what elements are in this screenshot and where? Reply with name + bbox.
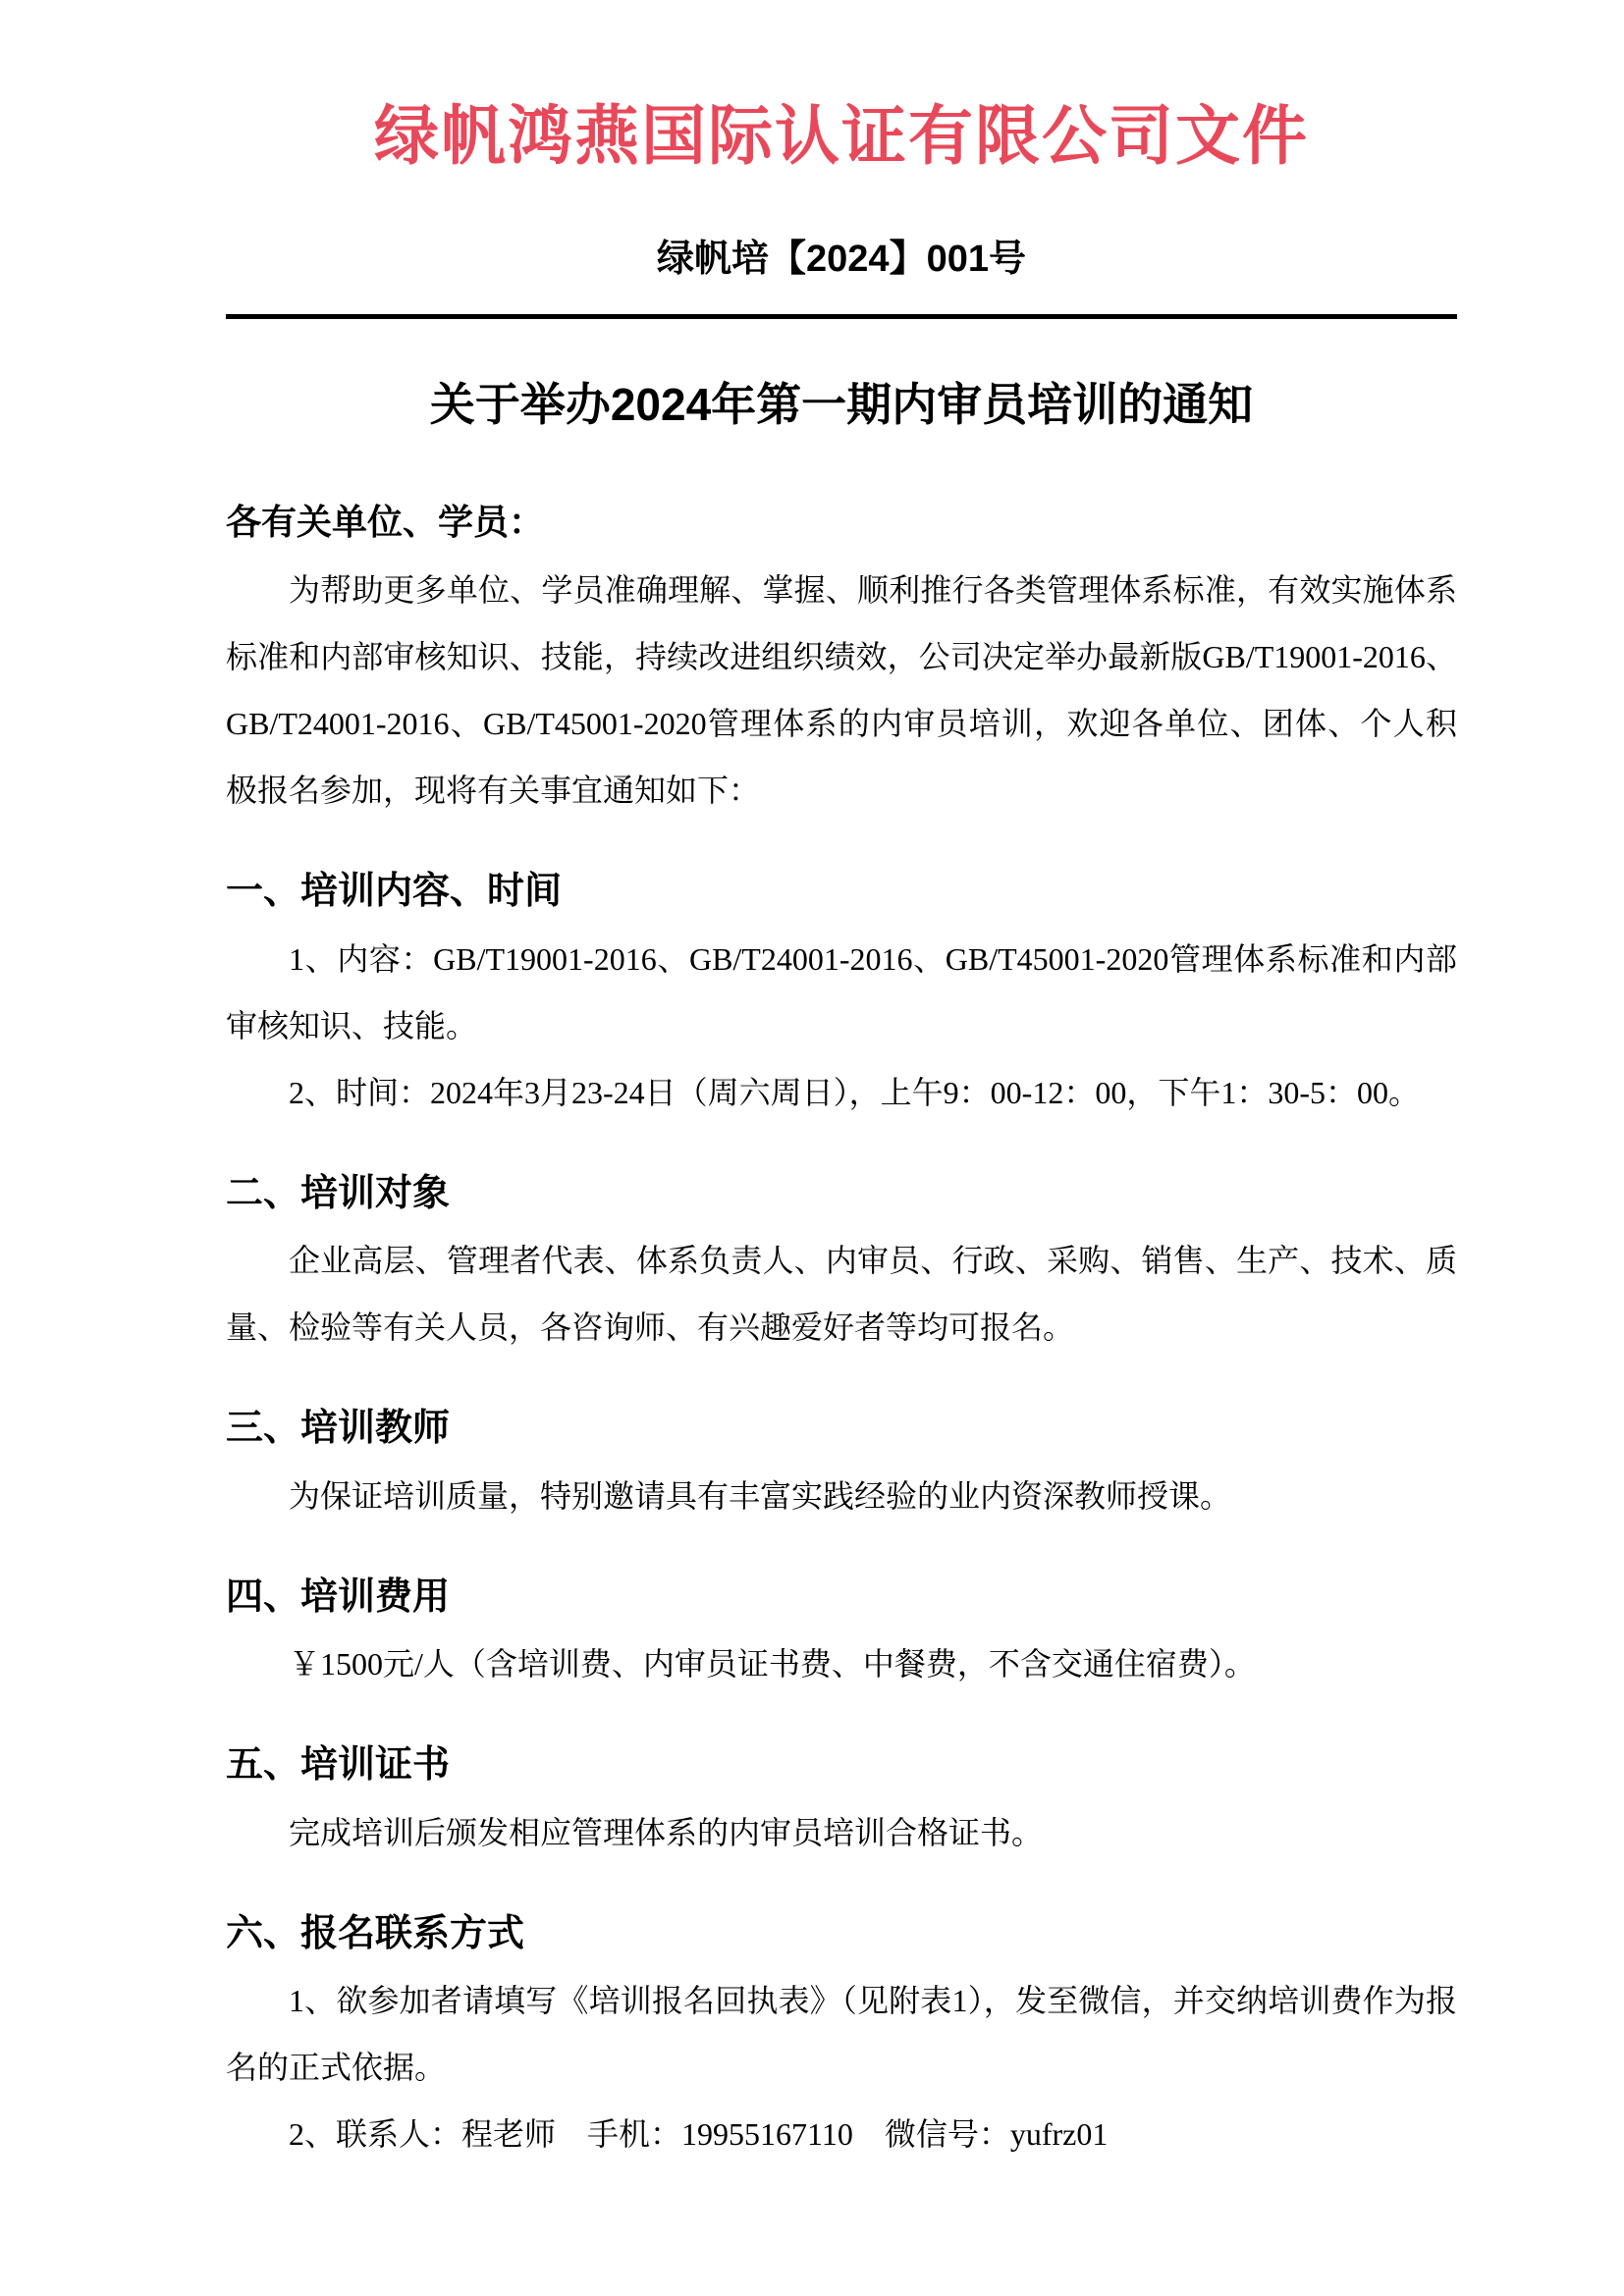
- notice-title: 关于举办2024年第一期内审员培训的通知: [429, 378, 1254, 430]
- section-heading-training-certificate: 五、培训证书: [226, 1744, 451, 1787]
- section-heading-registration-contact: 六、报名联系方式: [226, 1912, 525, 1954]
- company-document-title: 绿帆鸿燕国际认证有限公司文件: [374, 101, 1309, 173]
- section-paragraph-time: 2、时间：2024年3月23-24日（周六周日），上午9：00-12：00，下午1：30-5：00。: [289, 1074, 1420, 1110]
- salutation: 各有关单位、学员：: [226, 501, 545, 542]
- section-paragraph-audience: 企业高层、管理者代表、体系负责人、内审员、行政、采购、销售、生产、技术、质量、检验等有关人员，各咨询师、有兴趣爱好者等均可报名。: [226, 1243, 1457, 1346]
- header-divider: [226, 314, 1457, 319]
- intro-paragraph: 为帮助更多单位、学员准确理解、掌握、顺利推行各类管理体系标准，有效实施体系标准和内部审核知识、技能，持续改进组织绩效，公司决定举办最新版GB/T19001-2016、GB/T24001-2016、GB/T45001-2020管理体系的内审员培训，欢迎各单位、团体、个人积极报名参加，现将有关事宜通知如下：: [226, 572, 1457, 809]
- document-number: 绿帆培【2024】001号: [657, 239, 1026, 281]
- section-heading-training-content-time: 一、培训内容、时间: [226, 871, 563, 913]
- section-paragraph-fee: ￥1500元/人（含培训费、内审员证书费、中餐费，不含交通住宿费）。: [289, 1646, 1256, 1682]
- section-paragraph-contact: 2、联系人：程老师 手机：19955167110 微信号：yufrz01: [289, 2116, 1109, 2153]
- section-paragraph-teachers: 为保证培训质量，特别邀请具有丰富实践经验的业内资深教师授课。: [289, 1477, 1232, 1514]
- section-paragraph-certificate: 完成培训后颁发相应管理体系的内审员培训合格证书。: [289, 1814, 1044, 1850]
- section-heading-training-teachers: 三、培训教师: [226, 1408, 451, 1450]
- section-heading-training-audience: 二、培训对象: [226, 1172, 451, 1214]
- section-paragraph-content: 1、内容：GB/T19001-2016、GB/T24001-2016、GB/T45001-2020管理体系标准和内部审核知识、技能。: [226, 940, 1457, 1043]
- section-paragraph-registration: 1、欲参加者请填写《培训报名回执表》（见附表1），发至微信，并交纳培训费作为报名的正式依据。: [226, 1983, 1457, 2086]
- section-heading-training-fee: 四、培训费用: [226, 1575, 451, 1618]
